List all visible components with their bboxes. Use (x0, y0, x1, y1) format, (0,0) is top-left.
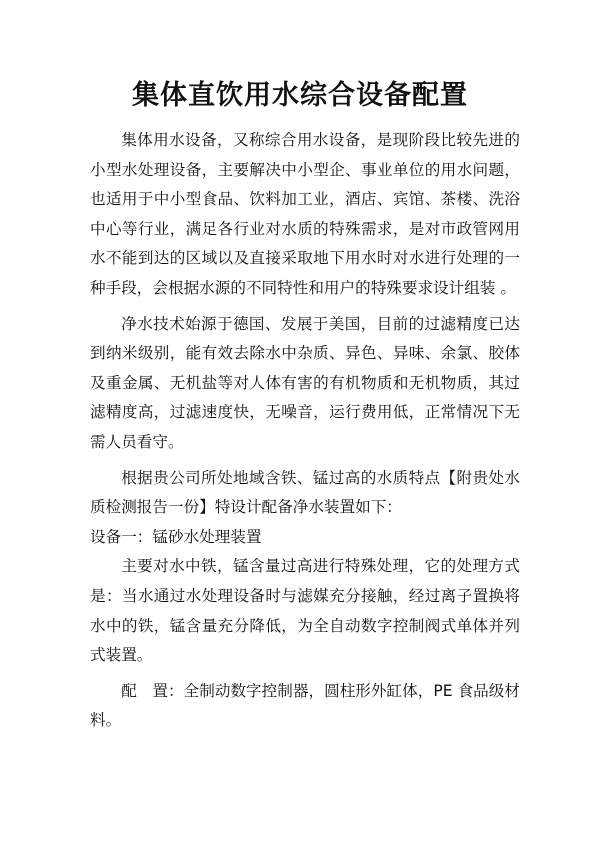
equipment-heading: 设备一：锰砂水处理装置 (90, 527, 262, 546)
paragraph-design-basis: 根据贵公司所处地域含铁、锰过高的水质特点【附贵处水质检测报告一份】特设计配备净水装置如下： (90, 468, 520, 517)
paragraph-technology: 净水技术始源于德国、发展于美国，目前的过滤精度已达到纳米级别，能有效去除水中杂质、异色、异味、余氯、胶体及重金属、无机盐等对人体有害的有机物质和无机物质，其过滤精度高，过滤速度快，无噪音，运行费用低，正常情况下无需人员看守。 (90, 314, 520, 451)
document-title: 集体直饮用水综合设备配置 (132, 80, 468, 111)
paragraph-equipment-description: 主要对水中铁，锰含量过高进行特殊处理，它的处理方式是：当水通过水处理设备时与滤媒充分接触，经过离子置换将水中的铁，锰含量充分降低，为全自动数字控制阀式单体并列式装置。 (90, 557, 520, 665)
paragraph-configuration: 配 置：全制动数字控制器，圆柱形外缸体，PE 食品级材料。 (90, 681, 520, 730)
paragraph-intro: 集体用水设备，又称综合用水设备，是现阶段比较先进的小型水处理设备，主要解决中小型企、事业单位的用水问题，也适用于中小型食品、饮料加工业，酒店、宾馆、茶楼、洗浴中心等行业，满足各行业对水质的特殊需求，是对市政管网用水不能到达的区域以及直接采取地下用水时对水进行处理的一种手段，会根据水源的不同特性和用户的特殊要求设计组装 。 (90, 131, 520, 297)
document-body (90, 126, 520, 736)
